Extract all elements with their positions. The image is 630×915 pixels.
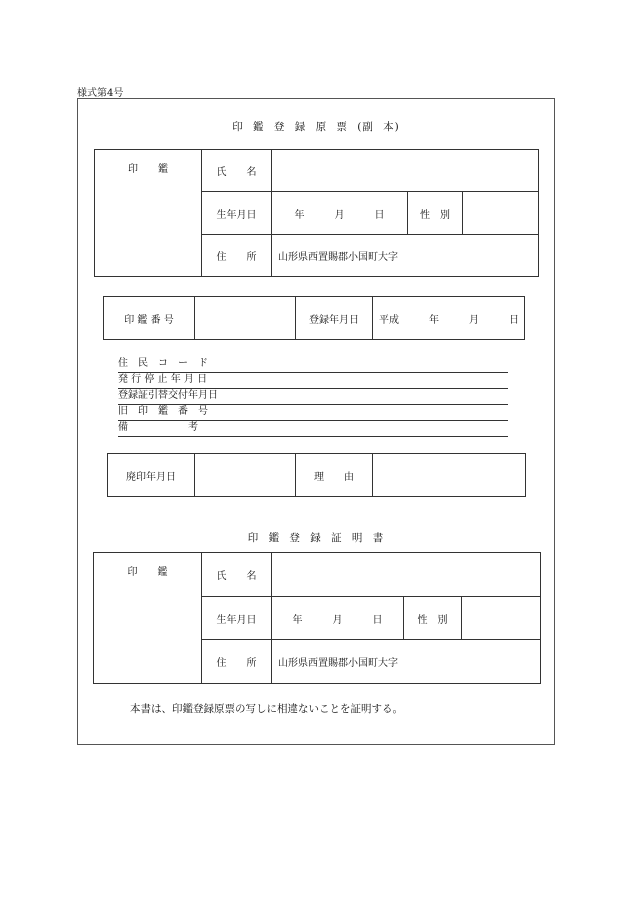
- certificate-title: 印 鑑 登 録 証 明 書: [247, 532, 385, 544]
- certificate-gender-label: 性 別: [404, 597, 462, 640]
- certification-statement: 本書は、印鑑登録原票の写しに相違ないことを証明する。: [130, 703, 403, 715]
- certificate-birthdate-label: 生年月日: [202, 597, 272, 640]
- certificate-gender-value[interactable]: [462, 597, 541, 640]
- abolition-reason-value[interactable]: [373, 454, 526, 497]
- address-value[interactable]: 山形県西置賜郡小国町大字: [272, 235, 539, 277]
- address-label: 住 所: [202, 235, 272, 277]
- registration-table: [103, 296, 525, 340]
- list-item: 登録証引替交付年月日: [118, 389, 508, 405]
- certificate-address-value[interactable]: 山形県西置賜郡小国町大字: [272, 640, 541, 684]
- abolition-table: [107, 453, 526, 497]
- birthdate-value[interactable]: 年 月 日: [272, 192, 408, 235]
- certificate-name-label: 氏 名: [202, 553, 272, 597]
- registration-date-label: 登録年月日: [296, 297, 373, 340]
- seal-number-value[interactable]: [195, 297, 296, 340]
- abolition-reason-label: 理 由: [296, 454, 373, 497]
- abolition-date-value[interactable]: [195, 454, 296, 497]
- certificate-birthdate-value[interactable]: 年 月 日: [272, 597, 404, 640]
- certificate-seal-impression-cell: 印 鑑: [94, 553, 202, 684]
- gender-label: 性 別: [408, 192, 463, 235]
- seal-number-label: 印 鑑 番 号: [104, 297, 195, 340]
- list-item: 備 考: [118, 421, 508, 437]
- form-number: 様式第4号: [77, 88, 124, 99]
- name-value[interactable]: [272, 150, 539, 192]
- gender-value[interactable]: [463, 192, 539, 235]
- abolition-date-label: 廃印年月日: [108, 454, 195, 497]
- certificate-table: [93, 552, 541, 684]
- original-register-title: 印 鑑 登 録 原 票 (副 本): [232, 121, 400, 133]
- certificate-address-label: 住 所: [202, 640, 272, 684]
- original-register-table: [94, 149, 539, 277]
- registration-date-value[interactable]: 平成 年 月 日: [373, 297, 525, 340]
- certificate-name-value[interactable]: [272, 553, 541, 597]
- list-item: 住 民 コ ー ド: [118, 357, 508, 373]
- name-label: 氏 名: [202, 150, 272, 192]
- list-item: 旧 印 鑑 番 号: [118, 405, 508, 421]
- register-items-list: [118, 357, 508, 437]
- list-item: 発 行 停 止 年 月 日: [118, 373, 508, 389]
- seal-impression-cell: 印 鑑: [95, 150, 202, 277]
- birthdate-label: 生年月日: [202, 192, 272, 235]
